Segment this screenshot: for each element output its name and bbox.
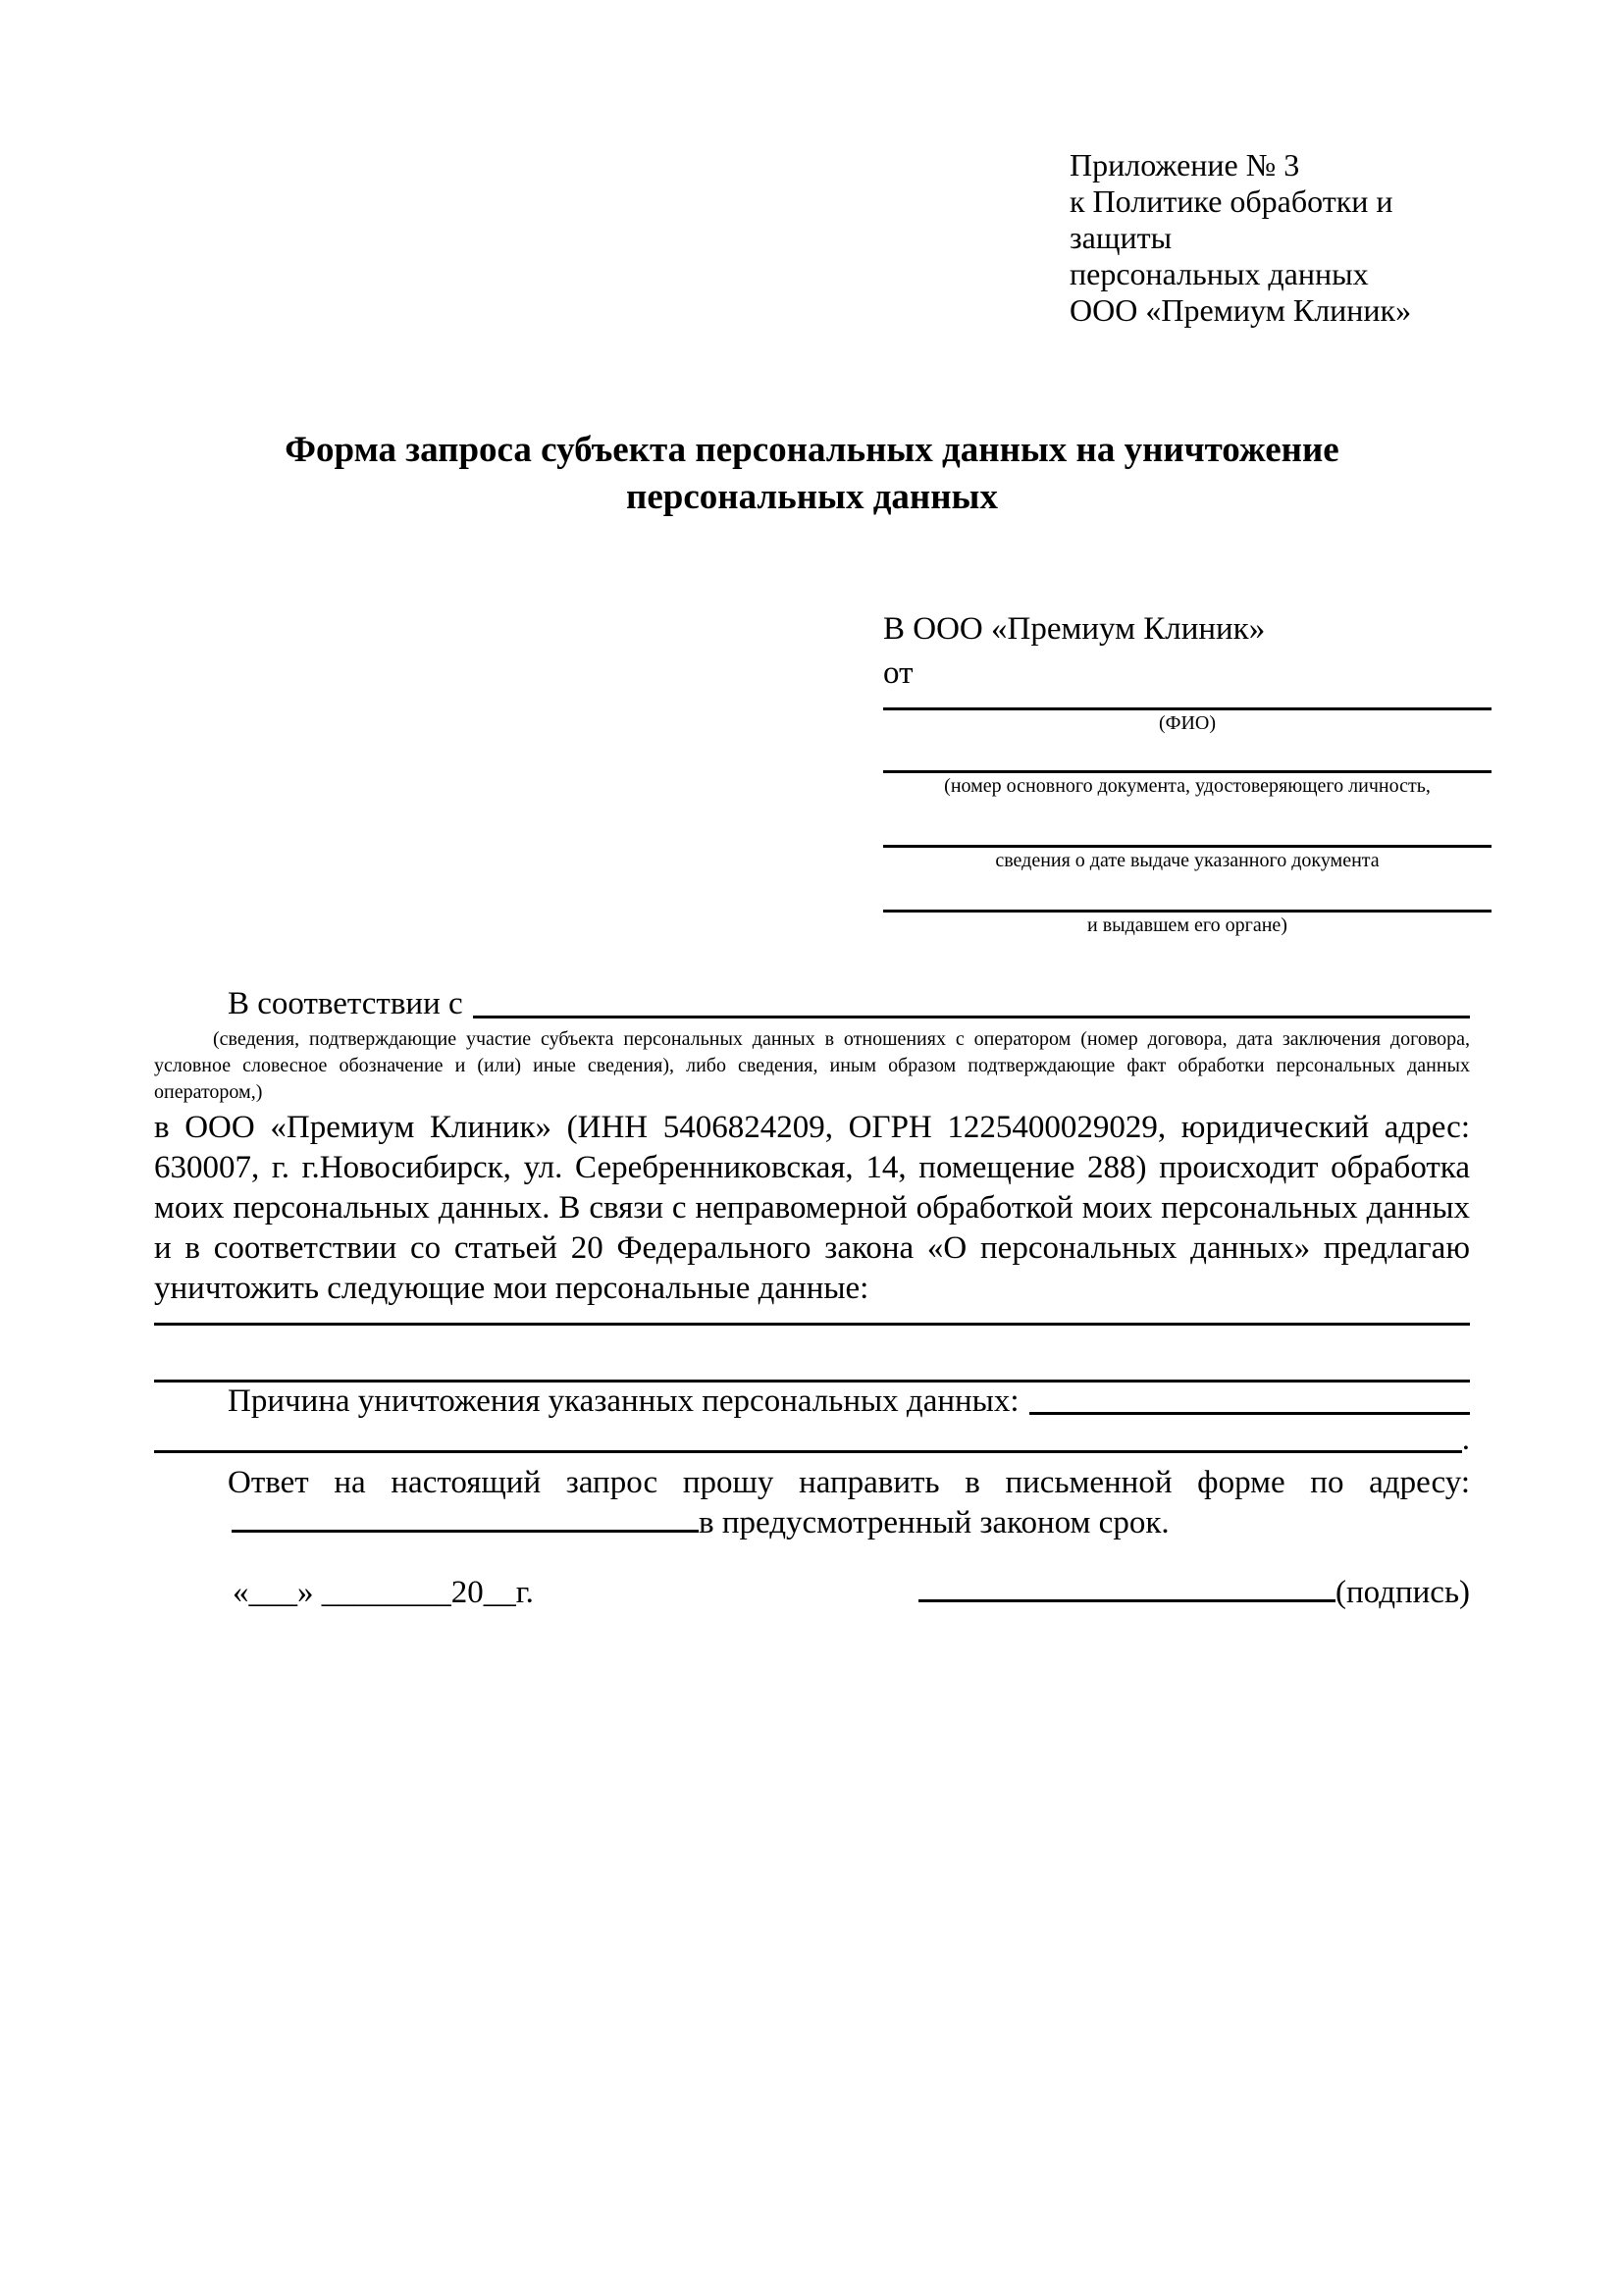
footer-row [154, 1573, 1470, 1613]
response-address-row [154, 1503, 1470, 1543]
accordance-blank-line [473, 984, 1470, 1018]
addressee-from-label: от [883, 655, 914, 691]
personal-data-blank-line [154, 1326, 1470, 1383]
appendix-line: Приложение № 3 [1070, 147, 1300, 183]
addressee-block [883, 607, 1492, 939]
fio-blank-line [883, 696, 1492, 710]
address-blank-line [232, 1529, 699, 1533]
issuing-authority-caption: и выдавшем его органе) [1087, 914, 1287, 936]
addressee-to: В ООО «Премиум Клиник» [883, 611, 1266, 647]
document-number-blank-line [883, 737, 1492, 773]
issue-date-caption: сведения о дате выдаче указанного документа [995, 850, 1380, 871]
reason-row [154, 1383, 1470, 1421]
fio-field [883, 696, 1492, 737]
accordance-label: В соответствии с [228, 986, 463, 1021]
issuing-authority-blank-line [883, 874, 1492, 913]
issue-date-field [883, 800, 1492, 874]
appendix-block [1070, 147, 1470, 329]
reason-label: Причина уничтожения указанных персональных данных: [228, 1383, 1020, 1419]
form-title: Форма запроса субъекта персональных данных на уничтожение персональных данных [285, 430, 1339, 517]
appendix-line: к Политике обработки и защиты [1070, 183, 1393, 255]
appendix-line: персональных данных [1070, 256, 1369, 291]
fio-caption: (ФИО) [1158, 712, 1216, 734]
accordance-note: (сведения, подтверждающие участие субъекта персональных данных в отношениях с оператором (номер договора, дата заключения договора, условное словесное обозначение и (или) иные сведения), либо сведения, иным образом подтверждающие факт обработки персональных данных оператором,) [154, 1028, 1470, 1103]
issuing-authority-field [883, 874, 1492, 939]
issue-date-blank-line [883, 800, 1492, 848]
document-number-field [883, 737, 1492, 800]
date-line: «___» ________20__г. [233, 1575, 534, 1610]
signature-blank-line [918, 1598, 1335, 1602]
document-number-caption: (номер основного документа, удостоверяющего личность, [944, 775, 1431, 797]
reason-continuation-row [154, 1421, 1470, 1459]
signature-group [918, 1573, 1470, 1613]
response-tail: в предусмотренный законом срок. [699, 1505, 1170, 1540]
appendix-line: ООО «Премиум Клиник» [1070, 292, 1412, 328]
reason-blank-line [1029, 1383, 1470, 1415]
accordance-row [154, 984, 1470, 1024]
response-sentence: Ответ на настоящий запрос прошу направить в письменной форме по адресу: [228, 1465, 1470, 1500]
sentence-period: . [1461, 1422, 1470, 1457]
personal-data-blank-line [154, 1309, 1470, 1326]
signature-caption: (подпись) [1335, 1575, 1470, 1610]
main-paragraph: в ООО «Премиум Клиник» (ИНН 5406824209, ОГРН 1225400029029, юридический адрес: 630007, г. г.Новосибирск, ул. Серебренниковская, 14, помещение 288) происходит обработка моих персональных данных. В связи с неправомерной обработкой моих персональных данных и в соответствии со статьей 20 Федерального закона «О персональных данных» предлагаю уничтожить следующие мои персональные данные: [154, 1110, 1470, 1306]
reason-blank-line [154, 1421, 1462, 1453]
